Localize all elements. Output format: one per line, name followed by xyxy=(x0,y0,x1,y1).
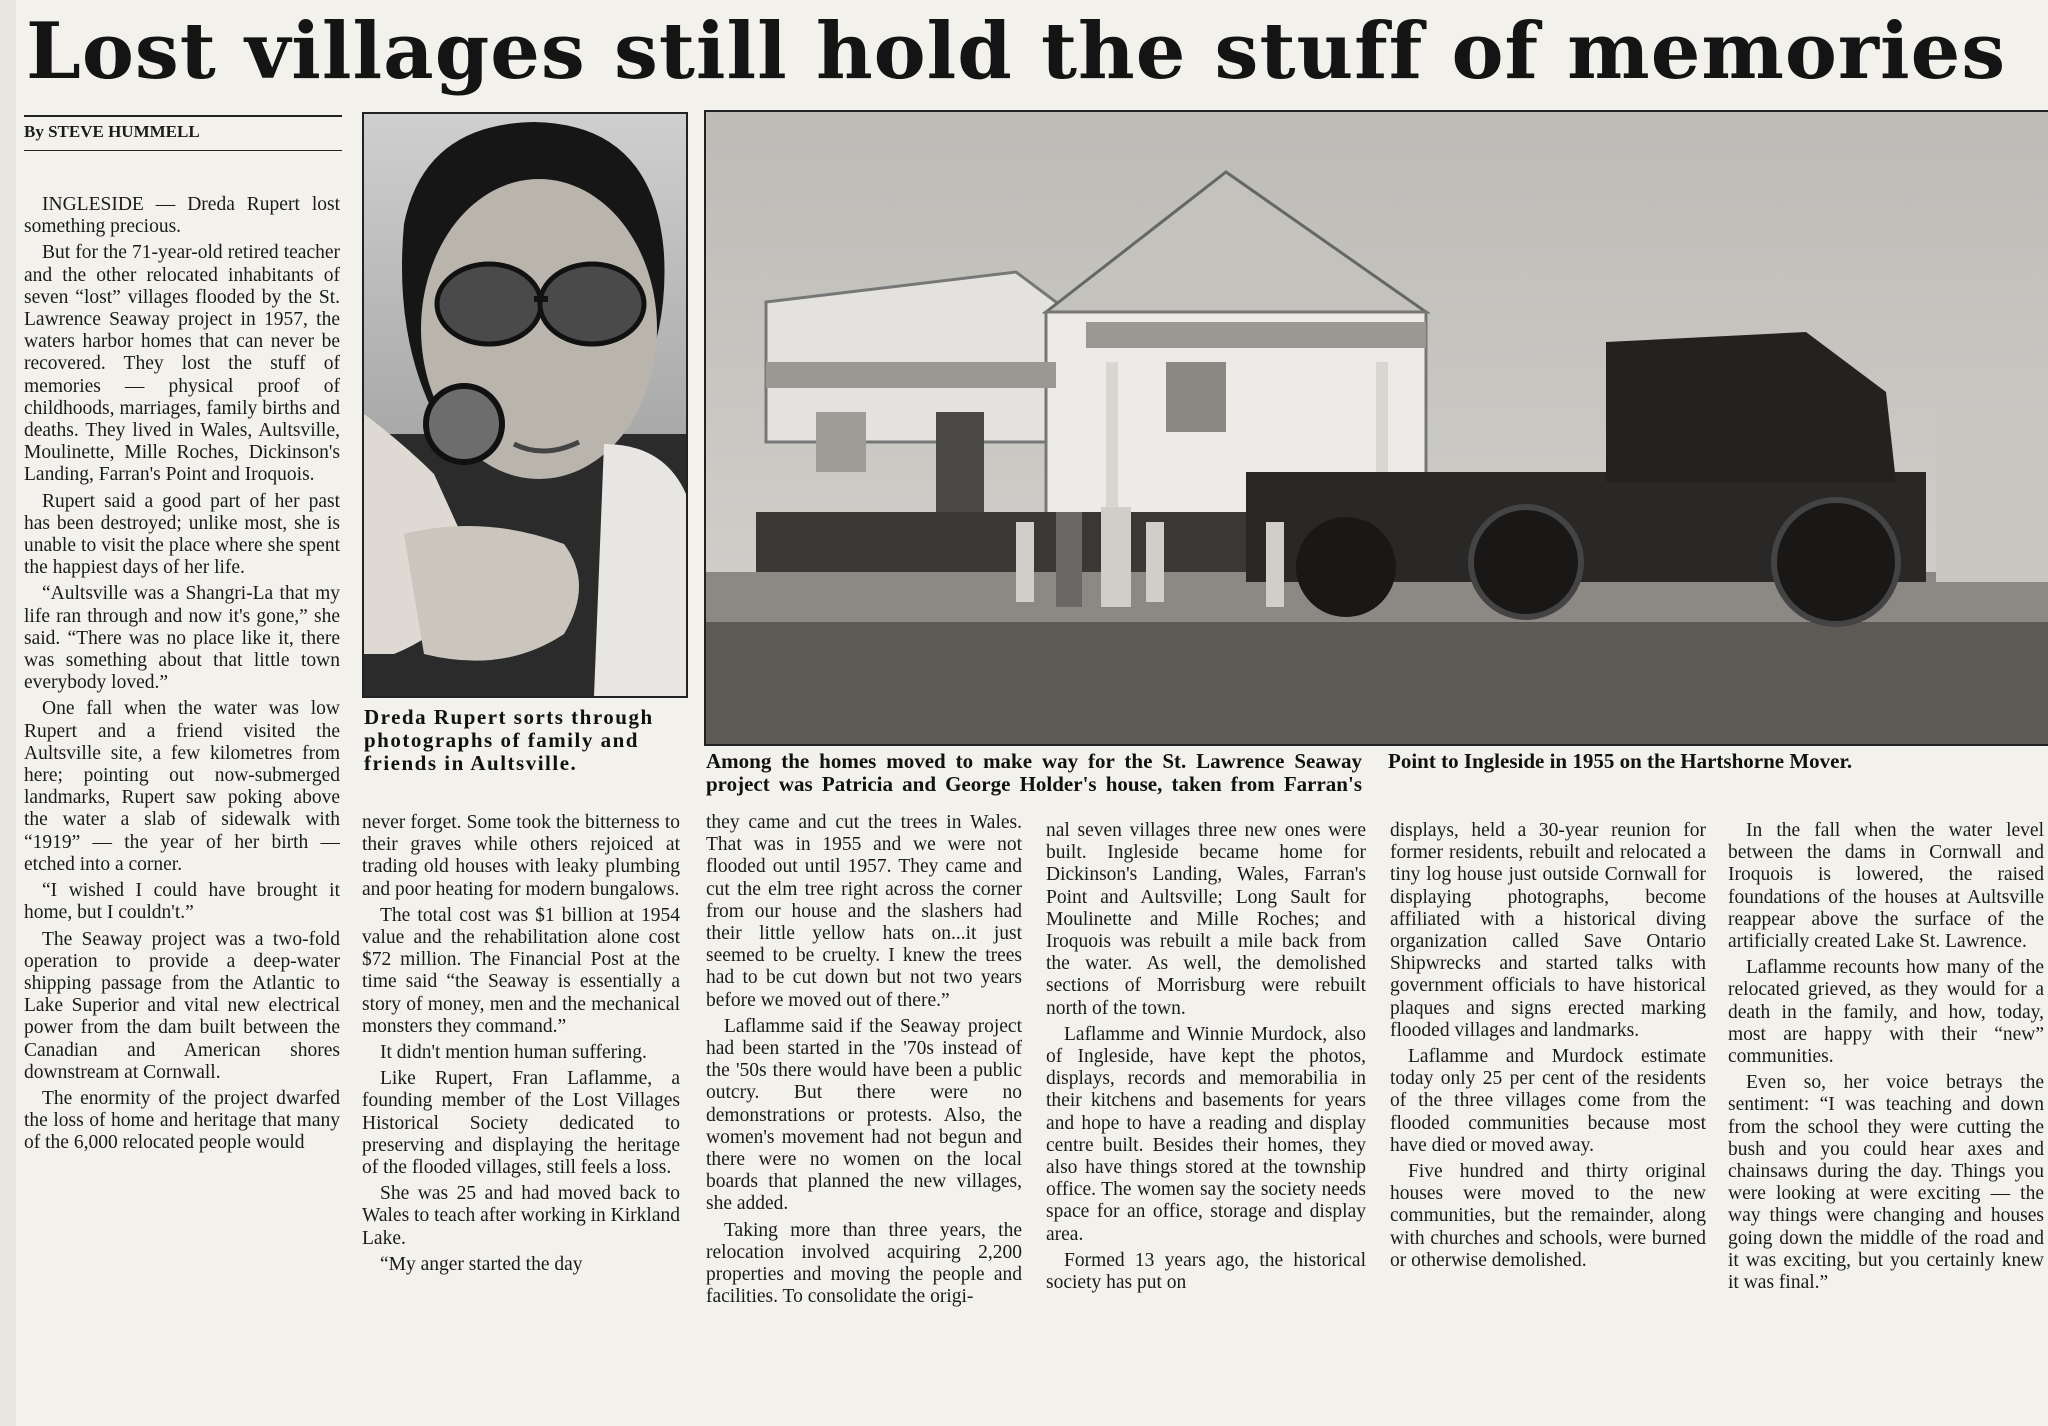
article-column-6 xyxy=(1728,820,2044,1426)
paragraph: INGLESIDE — Dreda Rupert lost something precious. xyxy=(24,194,340,238)
paragraph: Rupert said a good part of her past has been destroyed; unlike most, she is unable to visit the place where she spent the happiest days of her life. xyxy=(24,490,340,579)
paragraph: Laflamme said if the Seaway project had been started in the '70s instead of the '50s there would have been a public outcry. But there were no demonstrations or protests. Also, the women's movement had not begun and there were no women on the local boards that planned the new villages, she added. xyxy=(706,1015,1022,1215)
paragraph: Taking more than three years, the relocation involved acquiring 2,200 properties and moving the people and facilities. To consolidate the origi- xyxy=(706,1219,1022,1308)
article-column-4 xyxy=(1046,820,1366,1426)
byline-top-rule xyxy=(24,115,342,117)
paragraph: Even so, her voice betrays the sentiment: “I was teaching and down from the school they were cutting the bush and you could hear axes and chainsaws during the day. Things you were looking at were exciting — the way things were changing and houses going down the middle of the road and it was exciting, but you certainly knew it was final.” xyxy=(1728,1072,2044,1294)
portrait-caption: Dreda Rupert sorts through photographs of family and friends in Aultsville. xyxy=(364,705,654,775)
paragraph: It didn't mention human suffering. xyxy=(380,1042,647,1064)
paragraph: She was 25 and had moved back to Wales to teach after working in Kirkland Lake. xyxy=(362,1183,680,1249)
paragraph: “My anger started the day xyxy=(380,1253,583,1275)
paragraph: Five hundred and thirty original houses were moved to the new communities, but the remainder, along with churches and schools, were burned or otherwise demolished. xyxy=(1390,1161,1706,1271)
house-mover-caption: Among the homes moved to make way for the St. Lawrence Seaway project was Patricia and George Holder's house, taken from Farran's Point to Ingleside in 1955 on the Hartshorne Mover. xyxy=(706,749,1853,796)
paragraph: Laflamme and Murdock estimate today only 25 per cent of the residents of the three villages come from the flooded communities because most have died or moved away. xyxy=(1390,1046,1706,1156)
portrait-illustration xyxy=(364,114,686,696)
paragraph: Laflamme recounts how many of the relocated grieved, as they would for a death in the family, and how, today, most are happy with their “new” communities. xyxy=(1728,957,2044,1068)
paragraph: “Aultsville was a Shangri-La that my life ran through and now it's gone,” she said. “There was no place like it, there was something about that little town everybody loved.” xyxy=(24,583,340,694)
article-column-2 xyxy=(362,812,680,1426)
article-column-5 xyxy=(1390,820,1706,1426)
byline-bottom-rule xyxy=(24,150,342,151)
paragraph: The total cost was $1 billion at 1954 value and the rehabilitation alone cost $72 million. The Financial Post at the time said “the Seaway is essentially a story of money, men and the mechanical monsters they command.” xyxy=(362,904,680,1037)
paragraph: The Seaway project was a two-fold operation to provide a deep-water shipping passage from the Atlantic to Lake Superior and vital new electrical power from the dam built between the Canadian and American shores downstream at Cornwall. xyxy=(24,928,340,1083)
house-mover-illustration xyxy=(706,112,2048,744)
paragraph: The enormity of the project dwarfed the loss of home and heritage that many of the 6,000 relocated people would xyxy=(24,1087,340,1154)
house-mover-photo xyxy=(704,110,2048,746)
paragraph: Formed 13 years ago, the historical society has put on xyxy=(1046,1249,1366,1294)
byline: By STEVE HUMMELL xyxy=(24,122,200,141)
paragraph: nal seven villages three new ones were built. Ingleside became home for Dickinson's Landing, Wales, Farran's Point and Aultsville; Long Sault for Moulinette and Mille Roches; and Iroquois was rebuilt a mile back from the water. As well, the demolished sections of Morrisburg were rebuilt north of the town. xyxy=(1046,820,1366,1019)
portrait-photo xyxy=(362,112,688,698)
paragraph: But for the 71-year-old retired teacher and the other relocated inhabitants of seven “lost” villages flooded by the St. Lawrence Seaway project in 1957, the waters harbor homes that can never be recovered. They lost the stuff of memories — physical proof of childhoods, marriages, family births and deaths. They lived in Wales, Aultsville, Moulinette, Mille Roches, Dickinson's Landing, Farran's Point and Iroquois. xyxy=(24,242,340,486)
paragraph: never forget. Some took the bitterness to their graves while others rejoiced at trading old houses with leaky plumbing and poor heating for modern bungalows. xyxy=(362,812,680,900)
headline: Lost villages still hold the stuff of memories xyxy=(26,6,2007,97)
paragraph: Laflamme and Winnie Murdock, also of Ingleside, have kept the photos, displays, records and memorabilia in their kitchens and basements for years and hope to have a reading and display centre built. Besides their homes, they also have things stored at the township office. The women say the society needs space for an office, storage and display area. xyxy=(1046,1023,1366,1245)
paragraph: Like Rupert, Fran Laflamme, a founding member of the Lost Villages Historical Society dedicated to preserving and displaying the heritage of the flooded villages, still feels a loss. xyxy=(362,1068,680,1179)
paragraph: “I wished I could have brought it home, but I couldn't.” xyxy=(24,880,340,924)
paragraph: One fall when the water was low Rupert and a friend visited the Aultsville site, a few kilometres from here; pointing out now-submerged landmarks, Rupert saw poking above the water a slab of sidewalk with “1919” — the year of her birth — etched into a corner. xyxy=(24,698,340,875)
paragraph: displays, held a 30-year reunion for former residents, rebuilt and relocated a tiny log house just outside Cornwall for displaying photographs, become affiliated with a historical diving organization called Save Ontario Shipwrecks and started talks with government officials to have historical plaques and signs erected marking flooded villages and landmarks. xyxy=(1390,820,1706,1041)
paragraph: they came and cut the trees in Wales. That was in 1955 and we were not flooded out until 1957. They came and cut the elm tree right across the corner from our house and the slashers had their little yellow hats on...it just seemed to be cruelty. I knew the trees had to be cut down but not two years before we moved out of there.” xyxy=(706,812,1022,1011)
article-column-1 xyxy=(24,194,340,1426)
article-column-3 xyxy=(706,812,1022,1426)
paragraph: In the fall when the water level between the dams in Cornwall and Iroquois is lowered, the raised foundations of the houses at Aultsville reappear above the surface of the artificially created Lake St. Lawrence. xyxy=(1728,820,2044,953)
